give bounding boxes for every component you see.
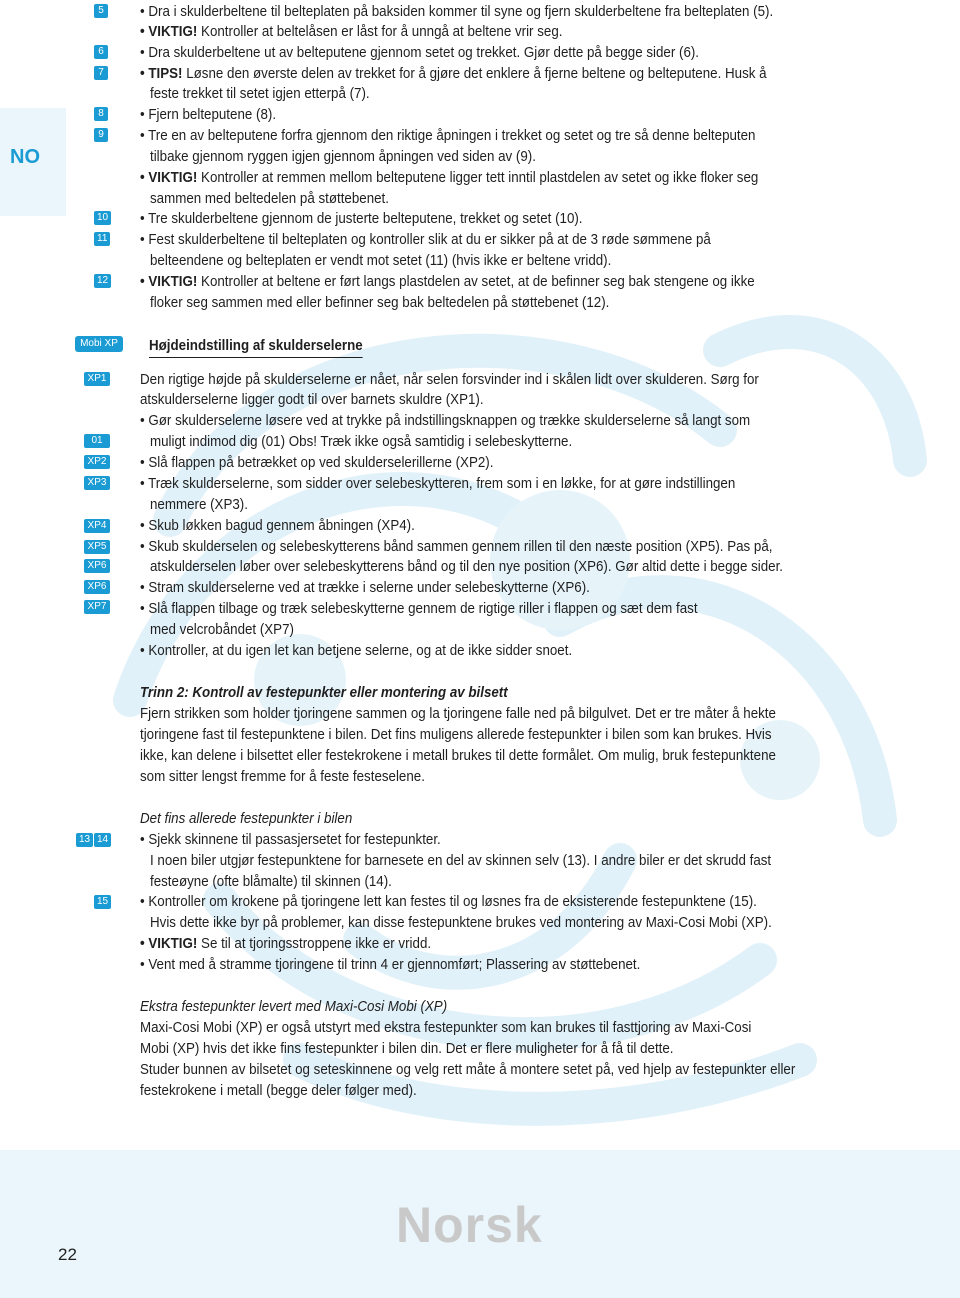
text-line: tilbake gjennom ryggen igjen gjennom åpningen ved siden av (9). — [150, 148, 536, 165]
text-line: • Slå flappen på betrækket op ved skulderselerillerne (XP2). — [140, 454, 494, 471]
text-line: • Træk skulderselerne, som sidder over selebeskytteren, frem som i en løkke, for at gøre indstillingen — [140, 475, 736, 492]
text-line: • Kontroller, at du igen let kan betjene selerne, og at de ikke sidder snoet. — [140, 642, 573, 659]
text-line — [140, 21, 852, 42]
text-line: floker seg sammen med eller befinner seg bak beltedelen på støttebenet (12). — [150, 294, 610, 311]
text-line: som sitter lengst fremme for å feste festeselene. — [140, 768, 425, 785]
language-code: NO — [10, 146, 40, 168]
text-span: Løsne den øverste delen av trekket for å gjøre det enklere å fjerne beltene og belteputene. Husk å — [182, 65, 767, 82]
subsection-heading: Det fins allerede festepunkter i bilen — [140, 810, 353, 827]
step-badge-7: 7 — [94, 66, 108, 80]
text-line: feste trekket til setet igjen etterpå (7). — [150, 85, 370, 102]
language-side-panel — [0, 108, 66, 216]
text-line: Den rigtige højde på skulderselerne er nået, når selen forsvinder ind i skålen lidt over skulderen. Sørg for — [140, 371, 759, 388]
text-line — [140, 271, 852, 292]
warning-label: • VIKTIG! — [140, 935, 198, 952]
step-badge-10: 10 — [94, 211, 111, 225]
mobi-xp-badge: Mobi XP — [75, 336, 123, 352]
text-line: festeøyne (ofte blåmalte) til skinnen (14). — [150, 873, 392, 890]
text-line: • Stram skulderselerne ved at trække i selerne under selebeskytterne (XP6). — [140, 579, 590, 596]
text-line: Fjern strikken som holder tjoringene sammen og la tjoringene falle ned på bilgulvet. Det er tre måter å hekte — [140, 705, 776, 722]
text-line: I noen biler utgjør festepunktene for barnesete en del av skinnen selv (13). I andre biler er det skrudd fast — [150, 852, 772, 869]
text-span: Kontroller at beltelåsen er låst for å unngå at beltene vrir seg. — [197, 23, 563, 40]
step-badge-xp7: XP7 — [84, 600, 110, 614]
text-line: Hvis dette ikke byr på problemer, kan disse festepunktene brukes ved montering av Maxi-Cosi Mobi (XP). — [150, 914, 772, 931]
text-line: atskulderselen løber over selebeskytterens bånd og til den nye position (XP6). Gør altid dette i begge sider. — [150, 558, 783, 575]
text-line: • Vent med å stramme tjoringene til trinn 4 er gjennomført; Plassering av støttebenet. — [140, 956, 641, 973]
text-line: nemmere (XP3). — [150, 496, 248, 513]
page-number: 22 — [58, 1245, 77, 1264]
text-line: ikke, kan delene i bilsettet eller festekrokene i metall brukes til dette formålet. Om mulig, bruk festepunktene — [140, 747, 776, 764]
text-line — [140, 63, 852, 84]
step-badge-15: 15 — [94, 895, 111, 909]
text-line: muligt indimod dig (01) Obs! Træk ikke også samtidig i selebeskytterne. — [150, 433, 573, 450]
text-line: • Kontroller om krokene på tjoringene lett kan festes til og løsnes fra de eksisterende festepunktene (15). — [140, 893, 757, 910]
step-badge-13: 13 — [76, 833, 93, 847]
text-line — [140, 933, 852, 954]
subsection-heading: Ekstra festepunkter levert med Maxi-Cosi Mobi (XP) — [140, 998, 448, 1015]
text-span: Se til at tjoringsstroppene ikke er vridd. — [197, 935, 432, 952]
step-badge-11: 11 — [94, 232, 110, 246]
text-line: atskulderselerne ligger godt til over barnets skuldre (XP1). — [140, 391, 484, 408]
text-line: • Fest skulderbeltene til belteplaten og kontroller slik at du er sikker på at de 3 røde sømmene på — [140, 231, 711, 248]
warning-label: • VIKTIG! — [140, 169, 198, 186]
text-line: • Tre skulderbeltene gjennom de justerte belteputene, trekket og setet (10). — [140, 210, 583, 227]
step-badge-9: 9 — [94, 128, 108, 142]
step-badge-14: 14 — [94, 833, 111, 847]
text-line: med velcrobåndet (XP7) — [150, 621, 294, 638]
text-line: • Tre en av belteputene forfra gjennom den riktige åpningen i trekket og setet og tre så denne belteputen — [140, 127, 756, 144]
tip-label: • TIPS! — [140, 65, 183, 82]
text-line: festekrokene i metall (begge deler følger med). — [140, 1082, 417, 1099]
section-heading: Højdeindstilling af skulderselerne — [149, 335, 363, 358]
step-badge-xp2: XP2 — [84, 455, 110, 469]
text-span: Kontroller at beltene er ført langs plastdelen av setet, at de befinner seg bak stengene og ikke — [197, 273, 755, 290]
text-line: • Sjekk skinnene til passasjersetet for festepunkter. — [140, 831, 441, 848]
step-badge-xp1: XP1 — [84, 372, 110, 386]
text-line: • Skub løkken bagud gennem åbningen (XP4). — [140, 517, 415, 534]
text-line: belteendene og belteplaten er vendt mot setet (11) (hvis ikke er beltene vridd). — [150, 252, 612, 269]
footer-language: Norsk — [396, 1197, 543, 1253]
text-span: Kontroller at remmen mellom belteputene ligger tett inntil plastdelen av setet og ikke floker seg — [197, 169, 759, 186]
text-line: tjoringene fast til festepunktene i bilen. Det fins muligens allerede festepunkter i bilen som kan brukes. Hvis — [140, 726, 772, 743]
step-badge-8: 8 — [94, 107, 108, 121]
text-line: sammen med beltedelen på støttebenet. — [150, 190, 389, 207]
warning-label: • VIKTIG! — [140, 273, 198, 290]
text-line: • Gør skulderselerne løsere ved at trykke på indstillingsknappen og trække skulderselerne så langt som — [140, 412, 751, 429]
warning-label: • VIKTIG! — [140, 23, 198, 40]
text-line: Maxi-Cosi Mobi (XP) er også utstyrt med ekstra festepunkter som kan brukes til fasttjoring av Maxi-Cosi — [140, 1019, 752, 1036]
step-badge-12: 12 — [94, 274, 111, 288]
step-badge-6: 6 — [94, 45, 108, 59]
text-line: • Fjern belteputene (8). — [140, 106, 277, 123]
step-badge-01: 01 — [84, 434, 110, 448]
step-badge-xp3: XP3 — [84, 476, 110, 490]
section-heading: Trinn 2: Kontroll av festepunkter eller montering av bilsett — [140, 684, 508, 701]
text-line — [140, 167, 852, 188]
step-badge-5: 5 — [94, 4, 108, 18]
step-badge-xp5: XP5 — [84, 540, 110, 554]
text-line: • Dra skulderbeltene ut av belteputene gjennom setet og trekket. Gjør dette på begge sider (6). — [140, 44, 700, 61]
step-badge-xp6: XP6 — [84, 580, 110, 594]
step-badge-xp4: XP4 — [84, 519, 110, 533]
text-line: Studer bunnen av bilsetet og seteskinnene og velg rett måte å montere setet på, ved hjelp av festepunkter eller — [140, 1061, 796, 1078]
text-line: • Slå flappen tilbage og træk selebeskytterne gennem de rigtige riller i flappen og sæt dem fast — [140, 600, 698, 617]
step-badge-xp6: XP6 — [84, 559, 110, 573]
text-line: • Skub skulderselen og selebeskytterens bånd sammen gennem rillen til den næste position (XP5). Pas på, — [140, 538, 773, 555]
text-line: Mobi (XP) hvis det ikke fins festepunkter i bilen din. Det er flere muligheter for å få til dette. — [140, 1040, 674, 1057]
text-line: • Dra i skulderbeltene til belteplaten på baksiden kommer til syne og fjern skulderbeltene fra belteplaten (5). — [140, 3, 774, 20]
